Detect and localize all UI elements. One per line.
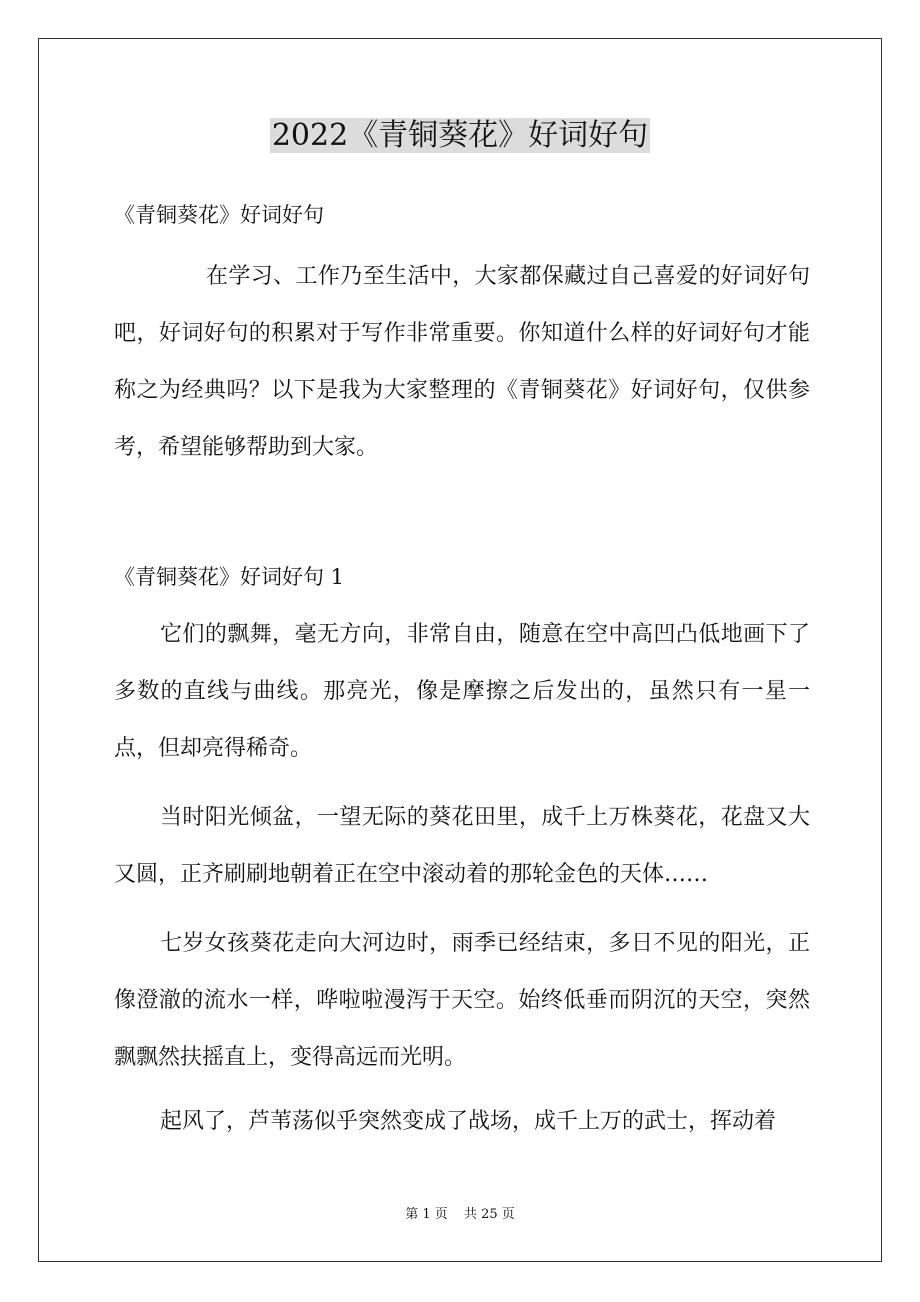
page-number-total: 共 25 页 [463,1207,515,1222]
document-title [0,114,920,158]
document-subtitle: 《青铜葵花》好词好句 [114,203,324,227]
body-paragraph-2: 当时阳光倾盆，一望无际的葵花田里，成千上万株葵花，花盘又大又圆，正齐刷刷地朝着正在空中滚动着的那轮金色的天体…… [114,805,810,887]
intro-paragraph: 在学习、工作乃至生活中，大家都保藏过自己喜爱的好词好句吧，好词好句的积累对于写作非常重要。你知道什么样的好词好句才能称之为经典吗？以下是我为大家整理的《青铜葵花》好词好句，仅供参考，希望能够帮助到大家。 [114,264,810,460]
body-paragraph-4: 起风了，芦苇荡似乎突然变成了战场，成千上万的武士，挥动着 [160,1109,777,1134]
body-paragraph-1: 它们的飘舞，毫无方向，非常自由，随意在空中高凹凸低地画下了多数的直线与曲线。那亮光，像是摩擦之后发出的，虽然只有一星一点，但却亮得稀奇。 [114,622,810,761]
page-number-current: 第 1 页 [405,1207,448,1222]
body-paragraph-3: 七岁女孩葵花走向大河边时，雨季已经结束，多日不见的阳光，正像澄澈的流水一样，哗啦啦漫泻于天空。始终低垂而阴沉的天空，突然飘飘然扶摇直上，变得高远而光明。 [114,931,810,1070]
page-footer [0,1205,920,1225]
section-heading: 《青铜葵花》好词好句 1 [114,565,345,589]
document-title-text: 2022《青铜葵花》好词好句 [271,118,649,153]
